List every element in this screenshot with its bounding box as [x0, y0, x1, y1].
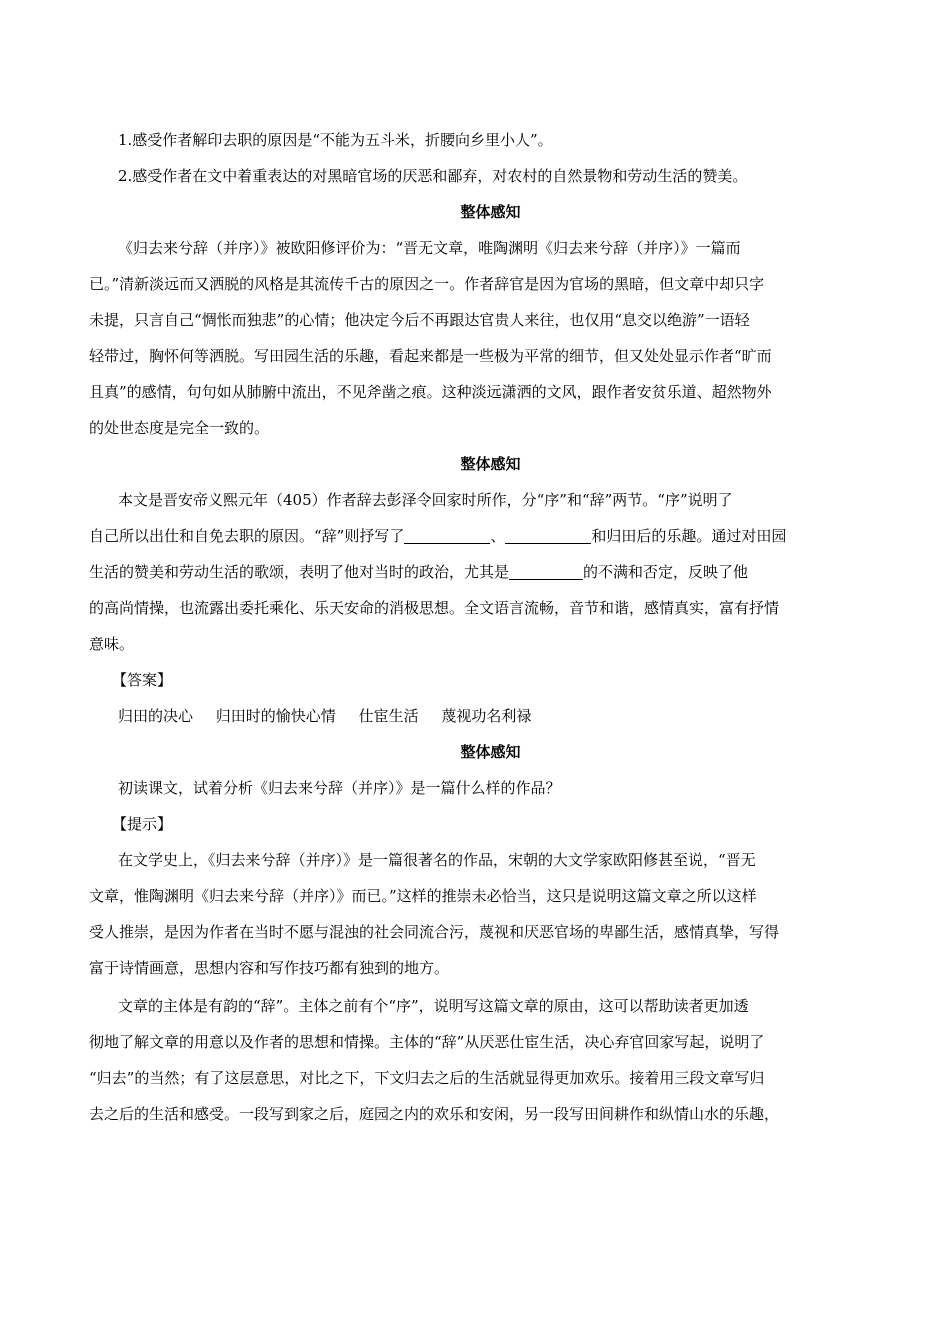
answer-item: 蔑视功名利禄 — [441, 707, 532, 725]
text-line: 的高尚情操，也流露出委托乘化、乐天安命的消极思想。全文语言流畅，音节和谐，感情真实，富有抒情 — [89, 599, 780, 617]
text-line-with-blanks — [89, 518, 865, 554]
text-line: 《归去来兮辞（并序）》被欧阳修评价为：“晋无文章，唯陶渊明《归去来兮辞（并序）》一篇而 — [118, 239, 741, 257]
objective-1: 1.感受作者解印去职的原因是“不能为五斗米，折腰向乡里小人”。 — [118, 131, 553, 149]
answer-item: 仕宦生活 — [358, 707, 419, 725]
text-line: 文章，惟陶渊明《归去来兮辞（并序）》而已。”这样的推崇未必恰当，这只是说明这篇文章之所以这样 — [89, 887, 757, 905]
hint-paragraph-1 — [89, 842, 865, 986]
fill-blank-2 — [505, 525, 591, 544]
answer-item: 归田时的愉快心情 — [215, 707, 336, 725]
answer-list — [118, 698, 863, 734]
text-line: 未提，只言自己“惆怅而独悲”的心情；他决定今后不再跟达官贵人来往，也仅用“息交以绝游”一语轻 — [89, 311, 750, 329]
text-line-with-blanks — [89, 554, 865, 590]
text-line: 且真”的感情，句句如从肺腑中流出，不见斧凿之痕。这种淡远潇洒的文风，跟作者安贫乐道、超然物外 — [89, 383, 772, 401]
text-line: 富于诗情画意，思想内容和写作技巧都有独到的地方。 — [89, 959, 450, 977]
section-heading-3: 整体感知 — [460, 743, 521, 761]
section1-paragraph — [89, 230, 865, 446]
objective-2: 2.感受作者在文中着重表达的对黑暗官场的厌恶和鄙弃，对农村的自然景物和劳动生活的赞美。 — [118, 167, 748, 185]
hint-label: 【提示】 — [112, 815, 173, 833]
text-line: 彻地了解文章的用意以及作者的思想和情操。主体的“辞”从厌恶仕宦生活，决心弃官回家写起，说明了 — [89, 1033, 765, 1051]
text-fragment: 和归田后的乐趣。通过对田园 — [591, 527, 787, 545]
text-line: 在文学史上，《归去来兮辞（并序）》是一篇很著名的作品，宋朝的大文学家欧阳修甚至说，“晋无 — [118, 851, 756, 869]
section-heading-2: 整体感知 — [460, 455, 521, 473]
text-line: 轻带过，胸怀何等洒脱。写田园生活的乐趣，看起来都是一些极为平常的细节，但又处处显示作者“旷而 — [89, 347, 772, 365]
text-line: 已。”清新淡远而又洒脱的风格是其流传千古的原因之一。作者辞官是因为官场的黑暗，但文章中却只字 — [89, 275, 765, 293]
fill-blank-1 — [404, 525, 490, 544]
answer-item: 归田的决心 — [118, 707, 194, 725]
answer-label: 【答案】 — [112, 671, 173, 689]
hint-paragraph-2 — [89, 988, 865, 1132]
section2-paragraph — [89, 482, 865, 662]
text-fragment: 自己所以出仕和自免去职的原因。“辞”则抒写了 — [89, 527, 405, 545]
document-page — [89, 122, 863, 1132]
text-line: 去之后的生活和感受。一段写到家之后，庭园之内的欢乐和安闲，另一段写田间耕作和纵情山水的乐趣， — [89, 1105, 780, 1123]
text-line: 的处世态度是完全一致的。 — [89, 419, 270, 437]
text-fragment: 生活的赞美和劳动生活的歌颂，表明了他对当时的政治，尤其是 — [89, 563, 510, 581]
text-line: 本文是晋安帝义熙元年（405）作者辞去彭泽令回家时所作，分“序”和“辞”两节。“序”说明了 — [118, 491, 733, 509]
text-line: 文章的主体是有韵的“辞”。主体之前有个“序”，说明写这篇文章的原由，这可以帮助读者更加透 — [118, 997, 749, 1015]
fill-blank-3 — [509, 561, 583, 580]
text-line: 意味。 — [89, 635, 135, 653]
question-text: 初读课文，试着分析《归去来兮辞（并序）》是一篇什么样的作品？ — [118, 779, 561, 797]
text-line: “归去”的当然；有了这层意思，对比之下，下文归去之后的生活就显得更加欢乐。接着用三段文章写归 — [89, 1069, 765, 1087]
text-line: 受人推崇，是因为作者在当时不愿与混浊的社会同流合污，蔑视和厌恶官场的卑鄙生活，感情真挚，写得 — [89, 923, 780, 941]
section-heading-1: 整体感知 — [460, 203, 521, 221]
text-fragment: 、 — [490, 527, 506, 545]
text-fragment: 的不满和否定，反映了他 — [583, 563, 749, 581]
